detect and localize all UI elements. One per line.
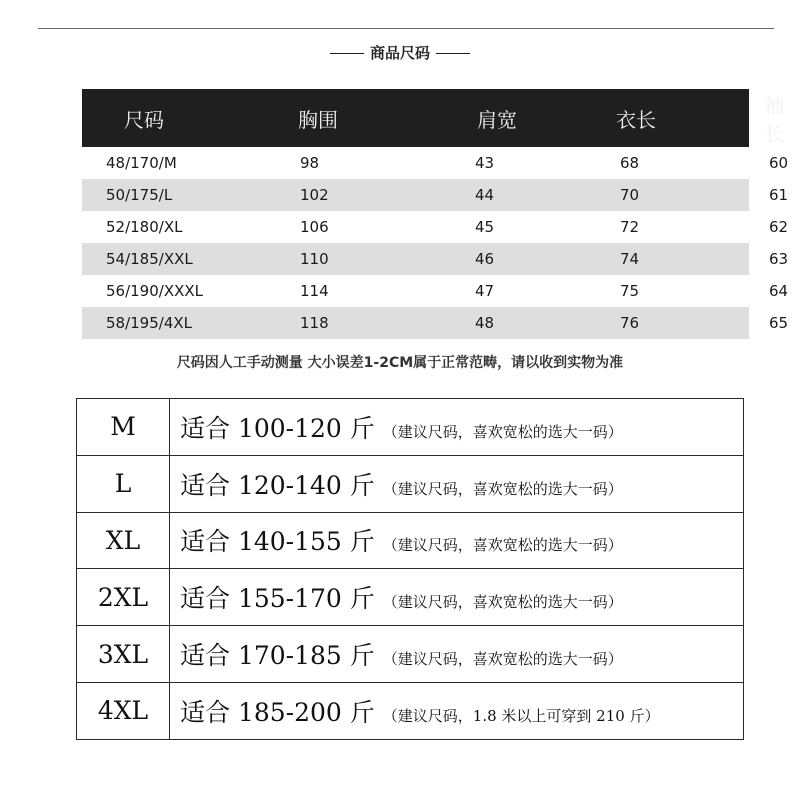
fit-size: L xyxy=(77,455,170,512)
fit-weight-range: 适合 170-185 斤 xyxy=(180,641,375,671)
cell-length: 70 xyxy=(605,179,749,211)
fit-size: M xyxy=(77,399,170,456)
size-chart-header-row: 尺码 胸围 肩宽 衣长 袖长 xyxy=(82,89,749,147)
fit-description xyxy=(170,682,744,739)
cell-size: 50/175/L xyxy=(82,179,272,211)
cell-shoulder: 46 xyxy=(447,243,605,275)
fit-weight-range: 适合 120-140 斤 xyxy=(180,470,375,500)
table-row: 48/170/M 98 43 68 60 xyxy=(82,147,749,179)
fit-advice: （建议尺码，喜欢宽松的选大一码） xyxy=(382,593,623,612)
section-title xyxy=(0,42,800,63)
cell-shoulder: 47 xyxy=(475,282,495,300)
cell-length: 75 xyxy=(620,282,640,300)
cell-shoulder: 48 xyxy=(447,307,605,339)
table-row: 50/175/L 102 44 70 61 xyxy=(82,179,749,211)
measurement-note: 尺码因人工手动测量 大小误差1-2CM属于正常范畴，请以收到实物为准 xyxy=(176,355,624,371)
title-dash-left xyxy=(330,53,364,55)
fit-advice: （建议尺码，喜欢宽松的选大一码） xyxy=(382,422,623,441)
cell-size: 58/195/4XL xyxy=(82,307,272,339)
cell-length: 76 xyxy=(605,307,749,339)
fit-advice: （建议尺码，喜欢宽松的选大一码） xyxy=(382,536,623,555)
cell-chest: 114 xyxy=(300,282,329,300)
fit-weight-range: 适合 140-155 斤 xyxy=(180,527,375,557)
column-header-size: 尺码 xyxy=(82,89,272,147)
cell-size: 52/180/XL xyxy=(106,218,183,236)
cell-chest: 110 xyxy=(272,243,447,275)
fit-row xyxy=(77,569,744,626)
cell-length: 72 xyxy=(620,218,640,236)
table-row: 58/195/4XL 118 48 76 65 xyxy=(82,307,749,339)
column-header-length: 衣长 xyxy=(605,89,749,147)
fit-weight-range: 适合 155-170 斤 xyxy=(180,584,375,614)
cell-size: 54/185/XXL xyxy=(82,243,272,275)
cell-shoulder: 45 xyxy=(475,218,495,236)
cell-chest: 102 xyxy=(272,179,447,211)
fit-size: XL xyxy=(77,512,170,569)
fit-size: 3XL xyxy=(77,626,170,683)
cell-chest: 118 xyxy=(272,307,447,339)
fit-row xyxy=(77,682,744,739)
fit-weight-range: 适合 185-200 斤 xyxy=(180,697,375,727)
size-chart-table xyxy=(82,89,789,339)
column-header-shoulder: 肩宽 xyxy=(447,89,605,147)
fit-description xyxy=(170,626,744,683)
fit-description xyxy=(170,512,744,569)
weight-fit-table xyxy=(76,398,744,740)
fit-row xyxy=(77,626,744,683)
cell-shoulder: 43 xyxy=(475,154,495,172)
cell-chest: 98 xyxy=(300,154,320,172)
table-row: 56/190/XXXL 114 47 75 64 xyxy=(82,275,749,307)
fit-description xyxy=(170,399,744,456)
fit-advice: （建议尺码，喜欢宽松的选大一码） xyxy=(382,479,623,498)
cell-length: 68 xyxy=(620,154,640,172)
table-row: 52/180/XL 106 45 72 62 xyxy=(82,211,749,243)
title-dash-right xyxy=(436,53,470,55)
fit-row xyxy=(77,512,744,569)
cell-size: 56/190/XXXL xyxy=(106,282,204,300)
fit-row xyxy=(77,455,744,512)
column-header-chest: 胸围 xyxy=(272,89,447,147)
fit-weight-range: 适合 100-120 斤 xyxy=(180,413,375,443)
fit-row xyxy=(77,399,744,456)
top-divider xyxy=(38,28,774,29)
fit-size: 4XL xyxy=(77,682,170,739)
cell-chest: 106 xyxy=(300,218,329,236)
fit-description xyxy=(170,455,744,512)
table-row: 54/185/XXL 110 46 74 63 xyxy=(82,243,749,275)
cell-length: 74 xyxy=(605,243,749,275)
cell-size: 48/170/M xyxy=(106,154,177,172)
fit-advice: （建议尺码，喜欢宽松的选大一码） xyxy=(382,650,623,669)
cell-shoulder: 44 xyxy=(447,179,605,211)
fit-advice: （建议尺码，1.8 米以上可穿到 210 斤） xyxy=(382,706,660,725)
section-title-text: 商品尺码 xyxy=(369,44,430,62)
fit-description xyxy=(170,569,744,626)
fit-size: 2XL xyxy=(77,569,170,626)
